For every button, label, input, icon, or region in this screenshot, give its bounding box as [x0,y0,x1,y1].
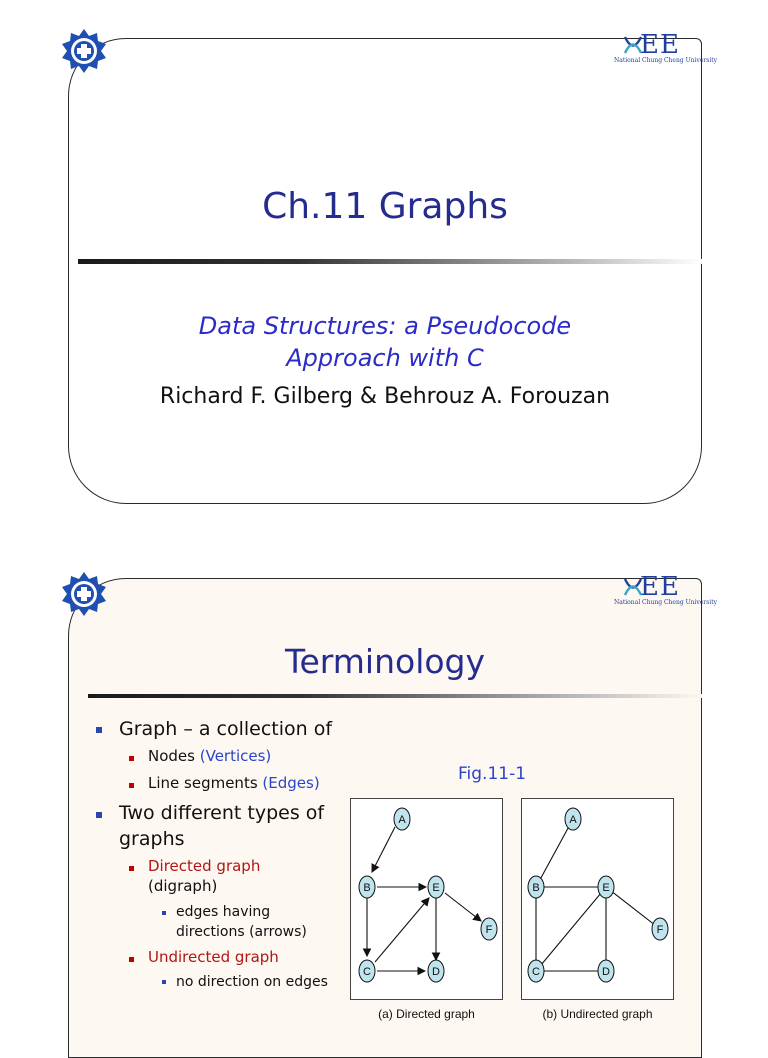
title-divider [88,694,702,698]
title-divider [78,259,702,264]
bullet-marker [129,756,134,761]
node-e [598,876,614,898]
figure-label: Fig.11-1 [458,764,527,784]
node-c [359,960,375,982]
university-seal-logo [61,571,107,617]
lines-term: (Edges) [262,774,320,792]
directed-graph-panel [350,798,503,1000]
directed-alias: (digraph) [148,877,218,895]
slide-1-frame [68,38,702,504]
node-f [652,918,668,940]
svg-text:F: F [656,924,664,936]
bullet-marker [162,980,166,984]
lines-label: Line segments [148,774,258,792]
slide-2-title: Terminology [284,642,486,681]
svg-text:E: E [432,882,440,894]
svg-text:F: F [485,924,493,936]
bullet-undirected-description: no direction on edges [176,974,328,990]
book-title-line-1: Data Structures: a Pseudocode [198,312,572,340]
graph-types-line-1: Two different types of [119,802,325,824]
bullet-directed-description [176,902,307,942]
bullet-marker [96,727,102,733]
node-e [428,876,444,898]
svg-text:E: E [602,882,610,894]
department-logo [614,572,718,610]
svg-text:B: B [363,882,371,894]
undirected-graph-diagram [522,799,673,999]
directed-desc-line-1: edges having [176,904,271,920]
bullet-edges [148,773,320,793]
directed-term: Directed graph [148,857,261,875]
nodes-label: Nodes [148,747,195,765]
caption-directed: (a) Directed graph [378,1007,475,1021]
svg-text:D: D [602,966,610,978]
node-d [428,960,444,982]
node-c [528,960,544,982]
graph-types-line-2: graphs [119,828,185,850]
undirected-term: Undirected graph [148,948,279,966]
svg-text:A: A [398,814,406,826]
bullet-marker [162,911,166,915]
bullet-marker [129,866,134,871]
bullet-graph-types [119,800,324,852]
logo-subtitle: National Chung Cheng University [614,599,718,606]
logo-letters: EE [640,30,680,60]
svg-text:D: D [432,966,440,978]
node-a [394,808,410,830]
directed-desc-line-2: directions (arrows) [176,924,307,940]
node-b [359,876,375,898]
bullet-graph-definition: Graph – a collection of [119,718,333,740]
node-a [565,808,581,830]
bullet-marker [129,783,134,788]
logo-subtitle: National Chung Cheng University [614,57,718,64]
bullet-marker [129,957,134,962]
node-d [598,960,614,982]
book-title-line-2: Approach with C [286,344,484,372]
bullet-directed-graph [148,856,260,896]
svg-text:B: B [532,882,540,894]
department-logo [614,30,718,68]
svg-text:A: A [569,814,577,826]
book-title [70,310,700,374]
bullet-marker [96,812,102,818]
svg-text:C: C [363,966,371,978]
logo-letters: EE [640,572,680,602]
node-f [481,918,497,940]
caption-undirected: (b) Undirected graph [542,1007,653,1021]
svg-text:C: C [532,966,540,978]
nodes-term: (Vertices) [199,747,272,765]
slide-1-title: Ch.11 Graphs [262,186,508,227]
authors: Richard F. Gilberg & Behrouz A. Forouzan [159,384,611,409]
undirected-graph-panel [521,798,674,1000]
node-b [528,876,544,898]
directed-graph-diagram [351,799,502,999]
university-seal-logo [61,28,107,74]
bullet-nodes [148,746,271,766]
